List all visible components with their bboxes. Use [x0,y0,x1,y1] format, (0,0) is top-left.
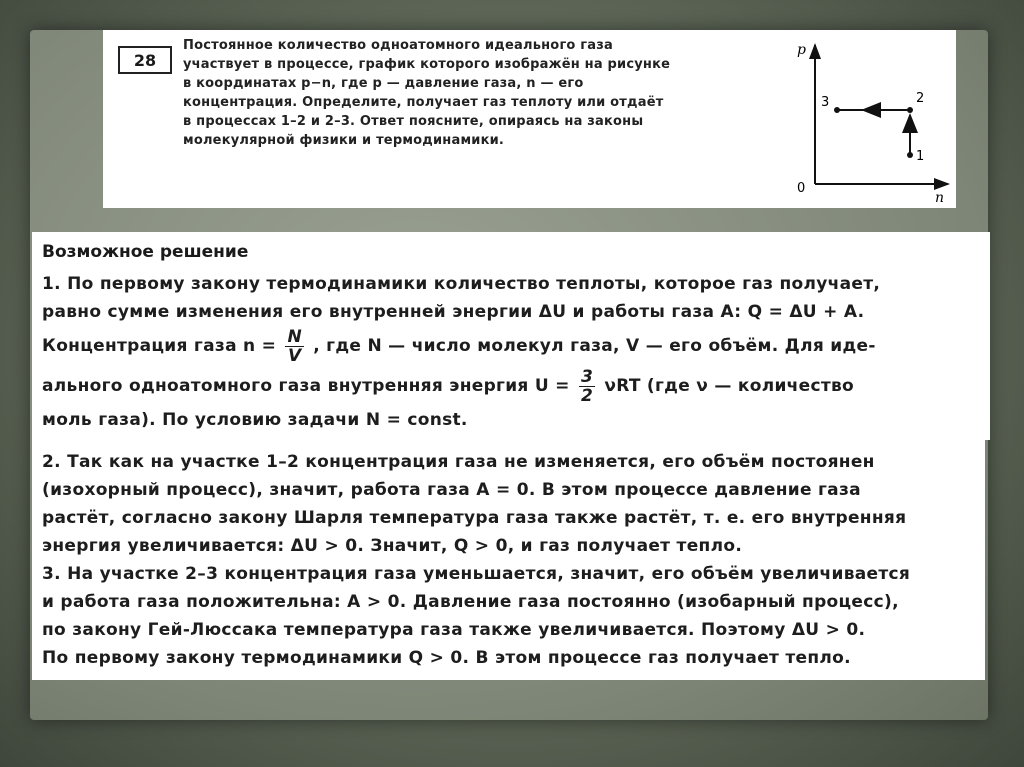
solution-line: 1. По первому закону термодинамики количество теплоты, которое газ получает, [42,274,881,294]
energy-text-cont: νRT (где ν — количество [604,376,855,396]
y-axis-label: p [797,42,806,58]
solution-line: энергия увеличивается: ΔU > 0. Значит, Q > 0, и газ получает тепло. [42,536,743,556]
point-1 [907,152,913,158]
solution-part-1 [42,270,977,434]
task-line: в процессах 1–2 и 2–3. Ответ поясните, опираясь на законы [183,114,644,129]
fraction-numerator: 3 [580,366,594,387]
solution-part-2-3 [42,448,977,672]
task-number: 28 [118,46,172,74]
solution-line: 3. На участке 2–3 концентрация газа уменьшается, значит, его объём увеличивается [42,564,911,584]
fraction-3-2 [579,368,595,405]
x-axis-label: n [935,190,945,206]
solution-line: моль газа). По условию задачи N = const. [42,410,468,430]
solution-panel-2 [32,440,985,680]
solution-title: Возможное решение [42,242,249,262]
solution-line: 2. Так как на участке 1–2 концентрация газа не изменяется, его объём постоянен [42,452,875,472]
task-line: молекулярной физики и термодинамики. [183,133,505,148]
point-2 [907,107,913,113]
task-line: концентрация. Определите, получает газ теплоту или отдаёт [183,95,664,110]
fraction-n [285,328,304,365]
fraction-denominator: 2 [580,385,594,406]
concentration-text-cont: , где N — число молекул газа, V — его объём. Для иде- [313,336,876,356]
origin-label: 0 [797,181,806,196]
task-line: участвует в процессе, график которого изображён на рисунке [183,57,671,72]
task-line: Постоянное количество одноатомного идеального газа [183,38,613,53]
task-panel [103,30,956,208]
pn-graph [783,30,953,208]
solution-line: равно сумме изменения его внутренней энергии ΔU и работы газа A: Q = ΔU + A. [42,302,865,322]
energy-text: ального одноатомного газа внутренняя энергия U = [42,376,570,396]
solution-line [42,326,977,366]
task-text [183,36,733,150]
concentration-text: Концентрация газа n = [42,336,277,356]
solution-line: по закону Гей-Люссака температура газа также увеличивается. Поэтому ΔU > 0. [42,620,866,640]
point-1-label: 1 [916,149,925,164]
point-3 [834,107,840,113]
task-line: в координатах p−n, где p — давление газа, n — его [183,76,584,91]
solution-line: растёт, согласно закону Шарля температура газа также растёт, т. е. его внутренняя [42,508,907,528]
point-2-label: 2 [916,91,925,106]
solution-line [42,366,977,406]
solution-line: (изохорный процесс), значит, работа газа A = 0. В этом процессе давление газа [42,480,861,500]
fraction-numerator: N [287,326,302,347]
solution-line: и работа газа положительна: A > 0. Давление газа постоянно (изобарный процесс), [42,592,899,612]
point-3-label: 3 [821,95,830,110]
solution-panel-1 [32,232,990,440]
solution-line: По первому закону термодинамики Q > 0. В этом процессе газ получает тепло. [42,648,851,668]
fraction-denominator: V [287,345,302,366]
